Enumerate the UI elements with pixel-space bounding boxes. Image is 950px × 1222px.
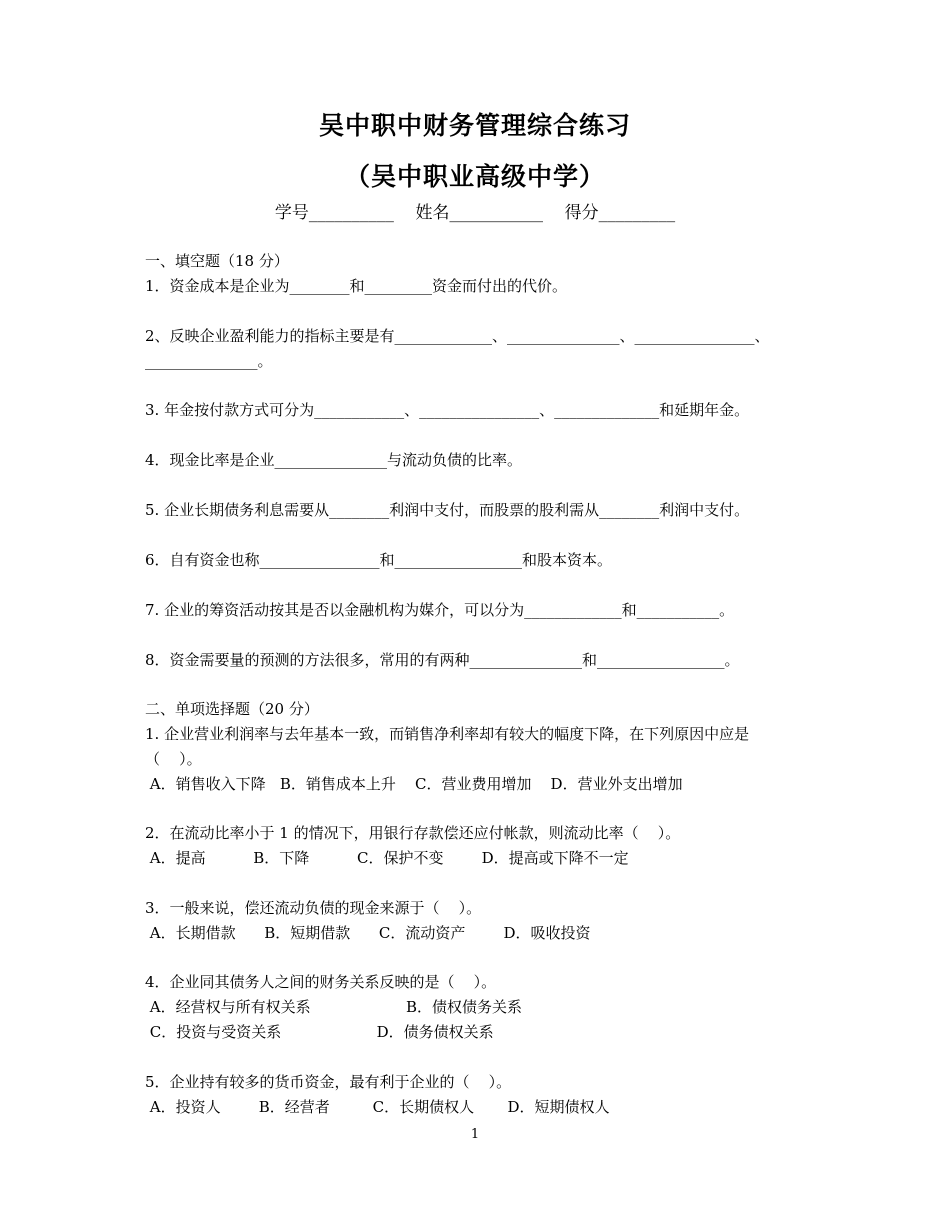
section-heading-fill-blank: 一、填空题（18 分） [145, 252, 289, 270]
section-heading-single-choice: 二、单项选择题（20 分） [145, 700, 319, 718]
question-line: 3. 年金按付款方式可分为____________、________________、______________和延期年金。 [145, 401, 750, 419]
question-line: 4．现金比率是企业_______________与流动负债的比率。 [145, 451, 523, 469]
question-line: 2、反映企业盈利能力的指标主要是有_____________、_______________、________________、 [145, 327, 770, 345]
question-line: 5．企业持有较多的货币资金，最有利于企业的（ ）。 [145, 1073, 512, 1091]
question-line: 6．自有资金也称________________和_________________和股本资本。 [145, 551, 613, 569]
student-info-line: 学号__________ 姓名___________ 得分_________ [274, 203, 676, 223]
document-subtitle: （吴中职业高级中学） [344, 162, 605, 191]
question-line: （ ）。 [145, 750, 202, 768]
question-line: 4．企业同其债务人之间的财务关系反映的是（ ）。 [145, 973, 497, 991]
page-number: 1 [470, 1127, 480, 1142]
question-line: 3．一般来说，偿还流动负债的现金来源于（ ）。 [145, 899, 482, 917]
question-line: 1．资金成本是企业为________和_________资金而付出的代价。 [145, 277, 568, 295]
question-line: _______________。 [145, 352, 273, 370]
question-line: 7. 企业的筹资活动按其是否以金融机构为媒介，可以分为_____________和___________。 [145, 601, 735, 619]
options-line: A．提高 B．下降 C．保护不变 D．提高或下降不一定 [145, 849, 629, 867]
options-line: A．投资人 B．经营者 C．长期债权人 D．短期债权人 [145, 1098, 610, 1116]
question-line: 2．在流动比率小于 1 的情况下，用银行存款偿还应付帐款，则流动比率（ ）。 [145, 824, 681, 842]
options-line: A．经营权与所有权关系 B．债权债务关系 [145, 998, 522, 1016]
options-line: A．长期借款 B．短期借款 C．流动资产 D．吸收投资 [145, 924, 591, 942]
document-title: 吴中职中财务管理综合练习 [318, 111, 631, 140]
options-line: C．投资与受资关系 D．债务债权关系 [145, 1023, 494, 1041]
question-line: 5. 企业长期债务利息需要从________利润中支付，而股票的股利需从________利润中支付。 [145, 501, 750, 519]
options-line: A．销售收入下降 B．销售成本上升 C．营业费用增加 D．营业外支出增加 [145, 775, 683, 793]
question-line: 1. 企业营业利润率与去年基本一致，而销售净利率却有较大的幅度下降，在下列原因中应是 [145, 725, 750, 743]
question-line: 8．资金需要量的预测的方法很多，常用的有两种_______________和_________________。 [145, 651, 740, 669]
